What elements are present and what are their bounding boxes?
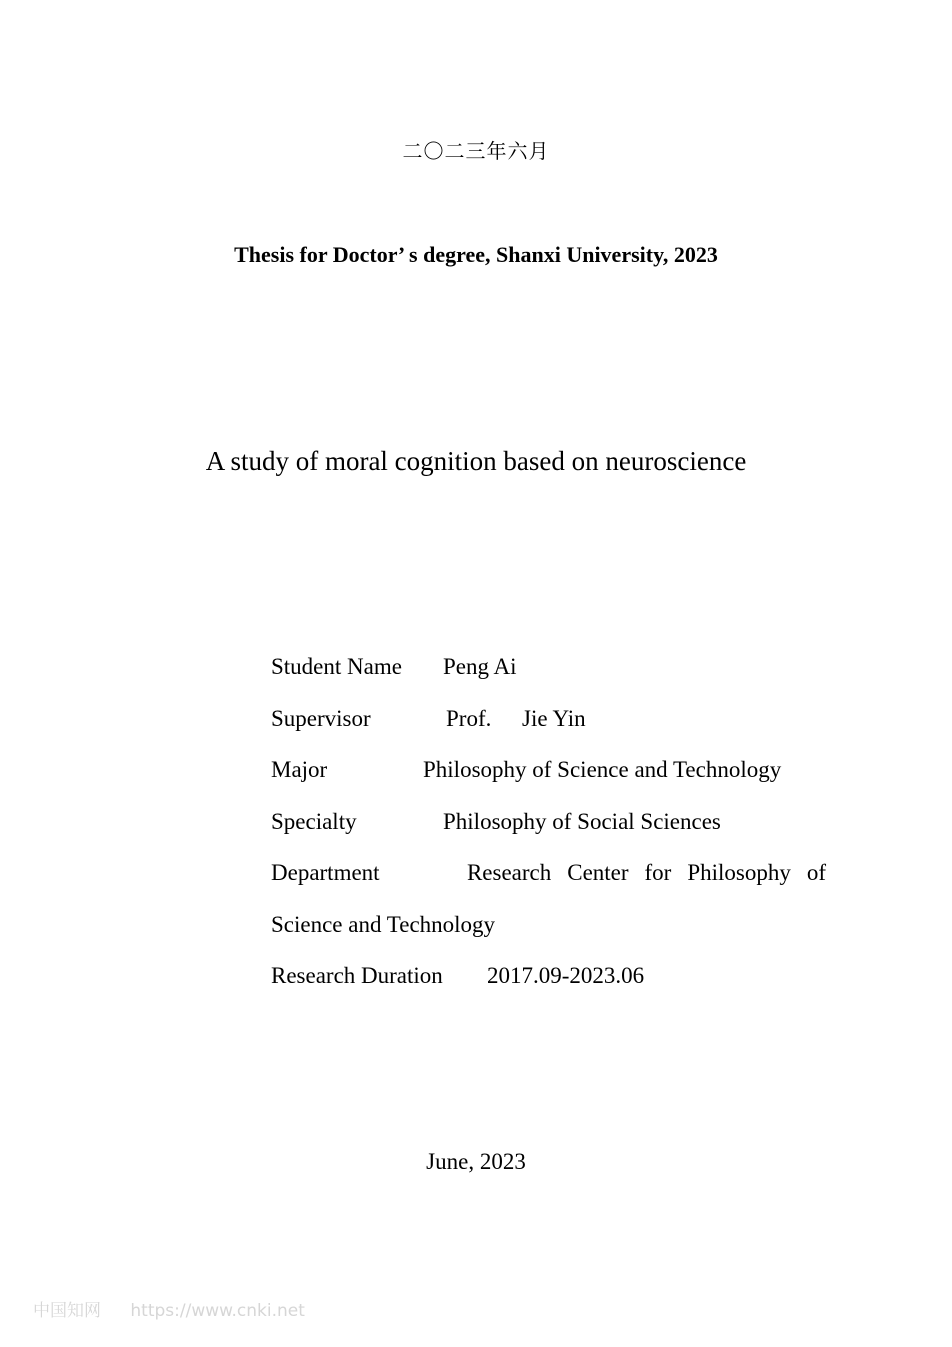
- cnki-watermark: [33, 1296, 305, 1321]
- watermark-url: https://www.cnki.net: [130, 1301, 305, 1321]
- specialty-label: Specialty: [271, 808, 357, 834]
- supervisor-row: [271, 702, 826, 754]
- department-row: [271, 856, 826, 908]
- supervisor-label: Supervisor: [271, 705, 371, 731]
- major-row: [271, 753, 826, 805]
- department-word: Philosophy: [687, 860, 791, 885]
- watermark-name: 中国知网: [33, 1301, 101, 1321]
- department-word: Center: [567, 860, 629, 885]
- supervisor-title: Prof.: [446, 705, 492, 731]
- specialty-value: Philosophy of Social Sciences: [443, 808, 721, 834]
- department-word: for: [644, 860, 672, 885]
- department-continuation-row: [271, 908, 826, 960]
- chinese-date: 二〇二三年六月: [402, 139, 550, 163]
- department-continuation: Science and Technology: [271, 911, 496, 937]
- duration-row: [271, 959, 826, 1011]
- duration-label: Research Duration: [271, 963, 443, 988]
- department-word: Research: [466, 860, 552, 885]
- major-label: Major: [271, 757, 328, 782]
- thesis-degree-line: Thesis for Doctor’ s degree, Shanxi University, 2023: [234, 242, 718, 267]
- student-name-label: Student Name: [271, 654, 402, 679]
- supervisor-name: Jie Yin: [522, 705, 586, 731]
- department-word: of: [806, 860, 826, 885]
- student-name-value: Peng Ai: [443, 654, 517, 679]
- specialty-row: [271, 805, 826, 857]
- student-name-row: [271, 650, 826, 702]
- thesis-title: A study of moral cognition based on neuroscience: [205, 446, 747, 476]
- major-value: Philosophy of Science and Technology: [423, 757, 782, 782]
- duration-value: 2017.09-2023.06: [487, 963, 645, 988]
- student-info-block: [271, 650, 826, 1011]
- department-label: Department: [271, 860, 380, 885]
- english-date: June, 2023: [426, 1149, 526, 1174]
